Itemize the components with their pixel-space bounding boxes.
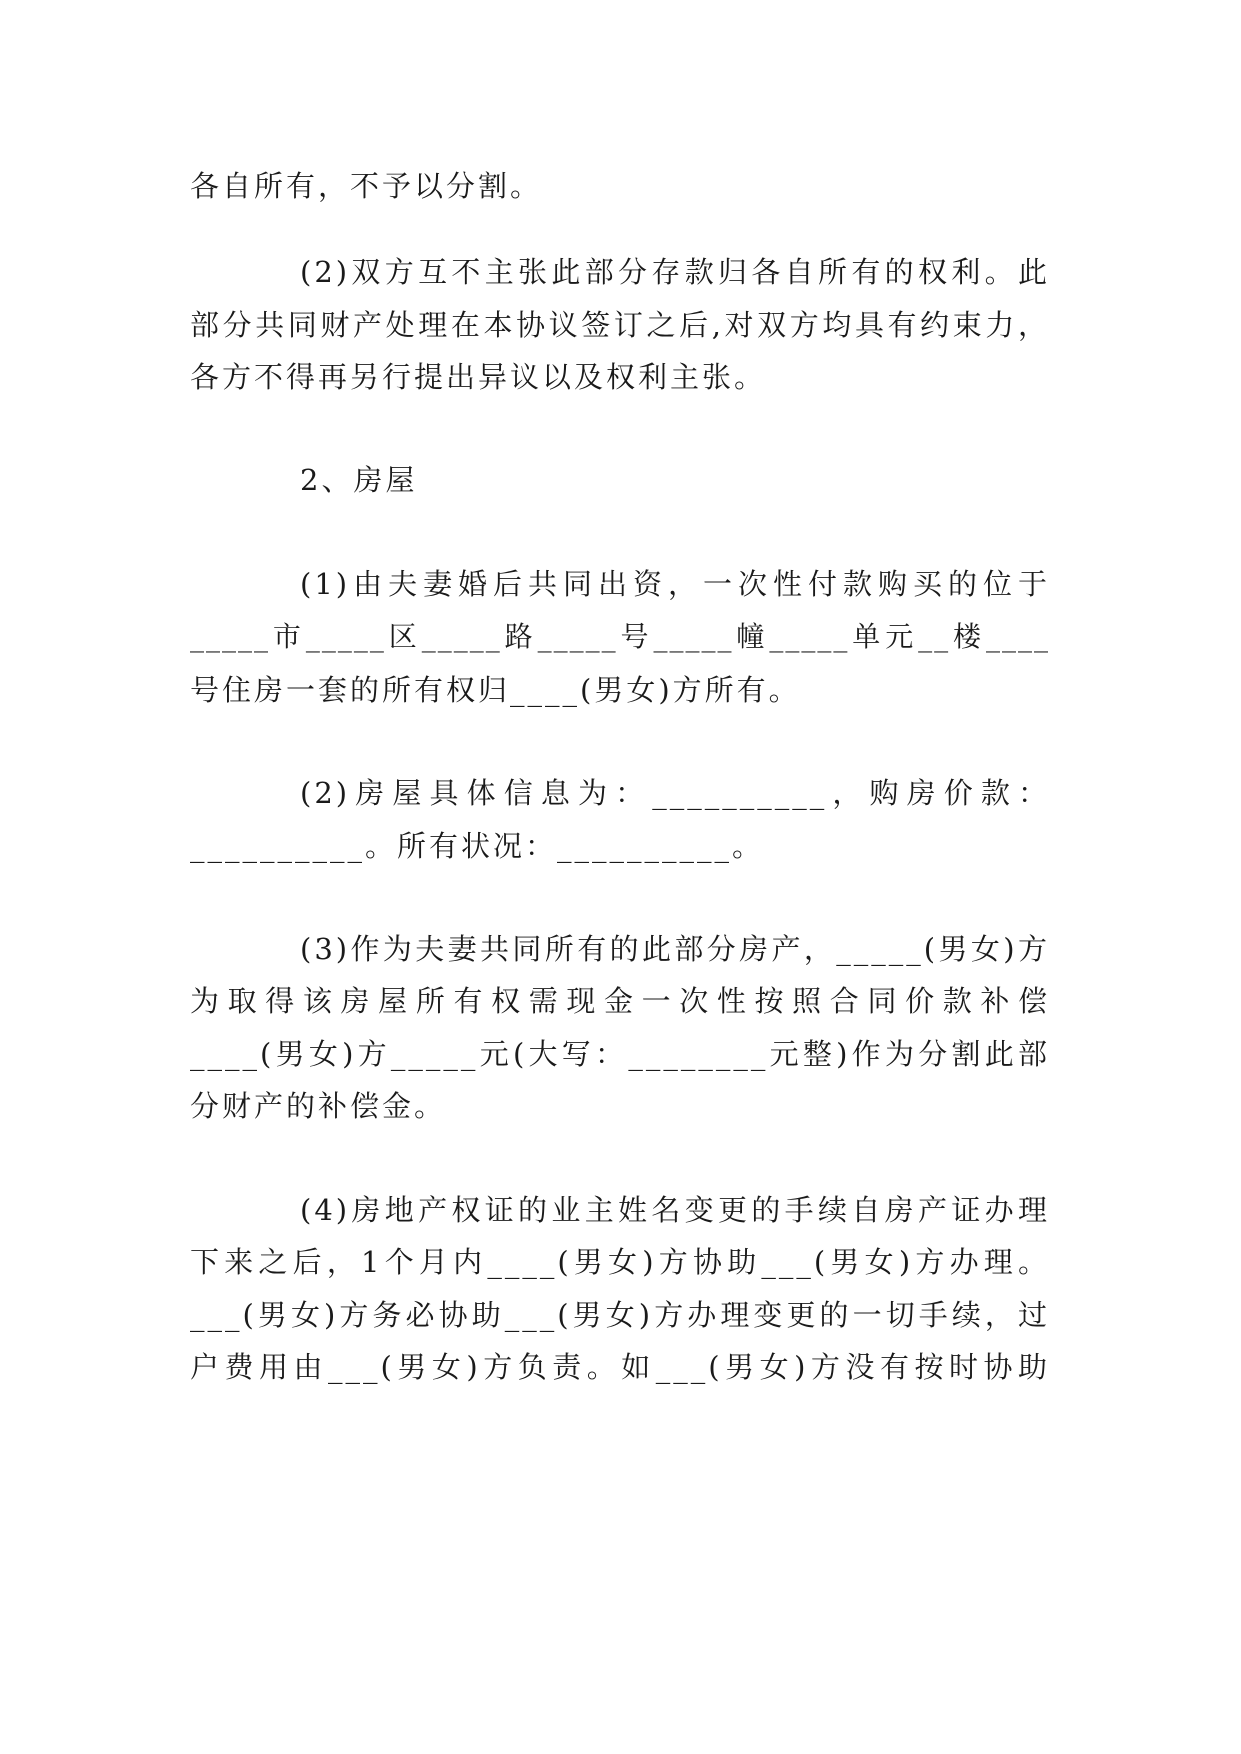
text-line-11: (3)作为夫妻共同所有的此部分房产，_____(男女)方 — [300, 932, 1050, 966]
text-line-3: 部分共同财产处理在本协议签订之后,对双方均具有约束力， — [190, 308, 1050, 342]
text-line-12: 为取得该房屋所有权需现金一次性按照合同价款补偿 — [190, 984, 1050, 1018]
text-line-6: (1)由夫妻婚后共同出资，一次性付款购买的位于 — [300, 567, 1050, 601]
text-line-8: 号住房一套的所有权归____(男女)方所有。 — [190, 673, 801, 707]
text-line-15: (4)房地产权证的业主姓名变更的手续自房产证办理 — [300, 1193, 1050, 1227]
text-line-10: __________。所有状况：__________。 — [190, 829, 765, 863]
text-line-4: 各方不得再另行提出异议以及权利主张。 — [190, 360, 767, 394]
text-line-18: 户费用由___(男女)方负责。如___(男女)方没有按时协助 — [190, 1350, 1050, 1384]
section-heading-housing: 2、房屋 — [300, 463, 418, 497]
text-line-17: ___(男女)方务必协助___(男女)方办理变更的一切手续，过 — [190, 1298, 1050, 1332]
text-line-16: 下来之后，1个月内____(男女)方协助___(男女)方办理。 — [190, 1245, 1050, 1279]
text-line-13: ____(男女)方_____元(大写：________元整)作为分割此部 — [190, 1037, 1050, 1071]
text-line-14: 分财产的补偿金。 — [190, 1089, 447, 1123]
text-line-7: _____市_____区_____路_____号_____幢_____单元__楼____ — [190, 620, 1050, 653]
text-line-2: (2)双方互不主张此部分存款归各自所有的权利。此 — [300, 255, 1050, 289]
text-line-1: 各自所有，不予以分割。 — [190, 169, 543, 203]
text-line-9: (2)房屋具体信息为：__________，购房价款： — [300, 776, 1050, 810]
